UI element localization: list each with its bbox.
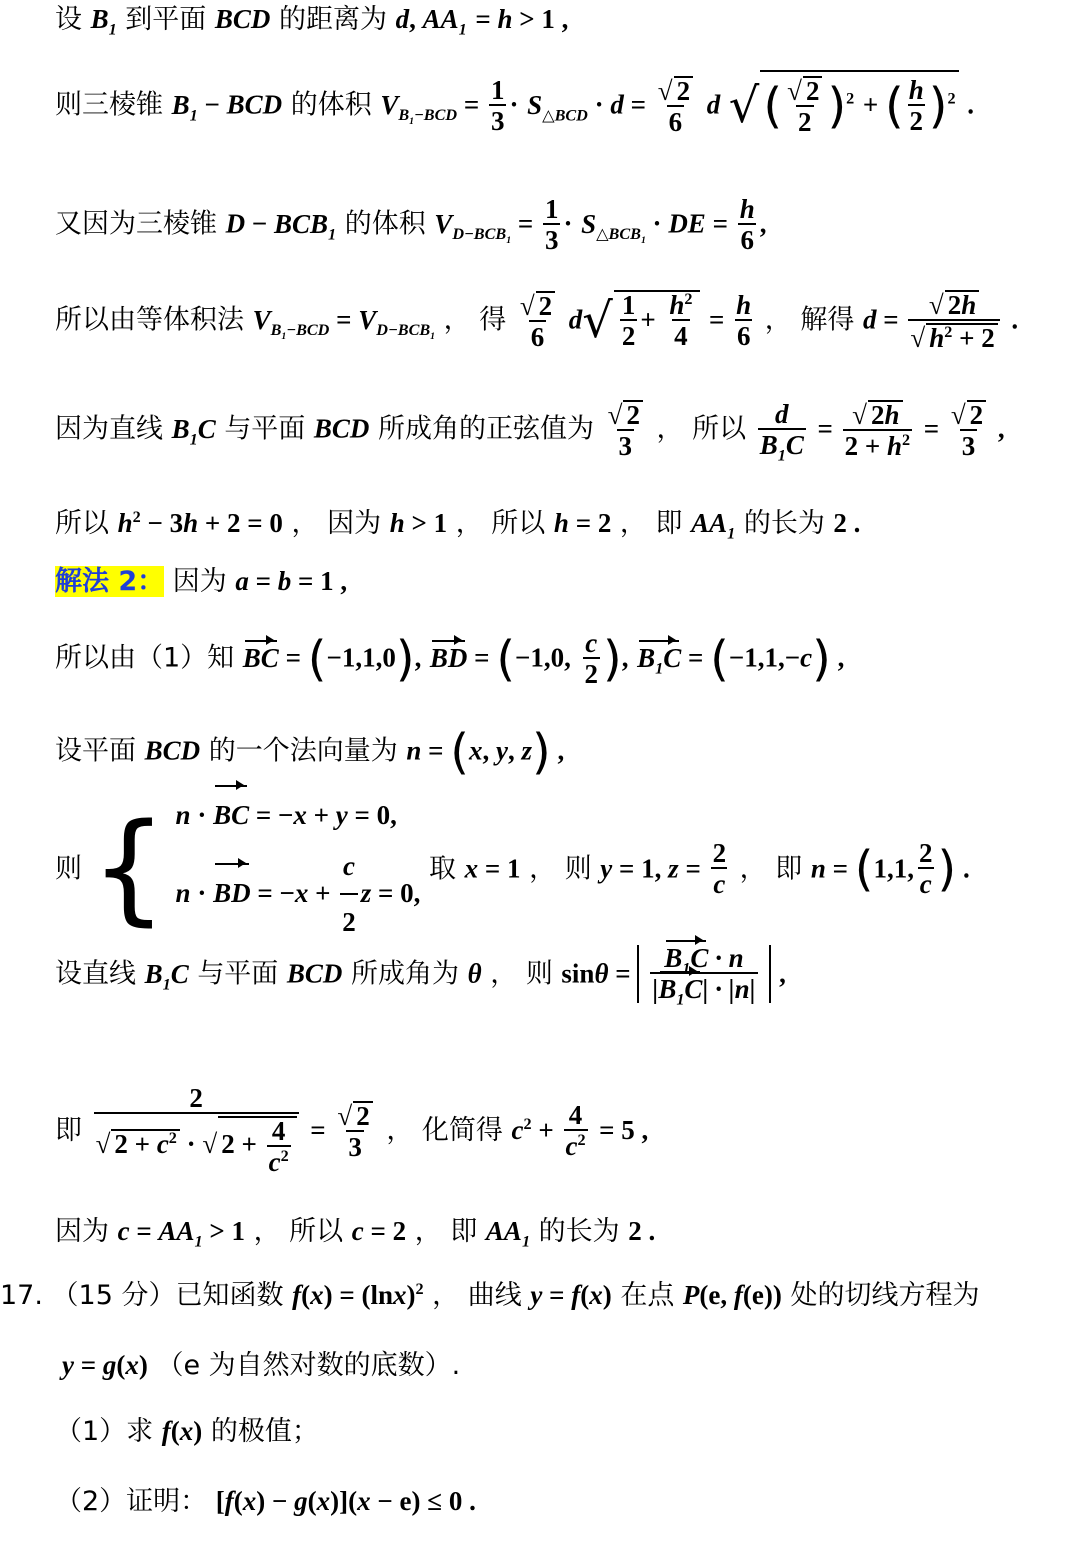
line-13: 因为 $c = AA_1 > 1$ ， 所以 c = 2 ， 即 $AA_1$ 的长为 2 . [55, 1216, 656, 1251]
line-4: 所以由等体积法 $V_{B_1-BCD} = V_{D-BCB_1}$ ， 得 $\frac{√ 2}{6}$ d√ $\frac{1}{2}$ + $\frac{h^2}{4}$ = $\frac{h}{6}$ ， 解得 d = $\frac{√ 2h}{√ h^2 + 2}$ . [55, 290, 1019, 353]
line-12: 即 2 √ $2 + c^2$ · √ 2 + $\frac{4}{c^2}$ = $\frac{√ 2}{3}$ ， 化简得 $c^2$ + $\frac{4}{c^2}$ = 5 , [55, 1083, 649, 1177]
question-17-part-1: （1）求 f(x) 的极值； [55, 1416, 319, 1447]
question-17-line-2: y = g(x) （e 为自然对数的底数）. [62, 1350, 461, 1381]
line-5: 因为直线 $B_1C$ 与平面 BCD 所成角的正弦值为 $\frac{√ 2}{3}$ ， 所以 $\frac{d}{B_1C}$ = $\frac{√ 2h}{2 + h^2}$ = $\frac{√ 2}{3}$ , [55, 399, 1005, 465]
line-8: 所以由（1）知 BC = (−1,1,0), BD = (−1,0, $\frac{c}{2}$ ), $B_1C = (-1,1,-c)$ , [55, 628, 845, 689]
line-7: 解法 2： 因为 a = b = 1 , [55, 566, 348, 597]
method-2-label: 解法 2： [55, 566, 165, 597]
line-2: 则三棱锥 $B_1$ − BCD 的体积 $V_{B_1-BCD}$ = $\frac{1}{3}$ · $S_{\triangle BCD} \cdot d$ = $\frac{√ 2}{6}$ d √( $\frac{√ 2}{2}$ )$^2$ + ( $\frac{h}{2}$ )$^2$ . [55, 70, 974, 136]
line-6: 所以 $h^2 - 3h + 2 = 0$ ， 因为 h > 1 ， 所以 h = 2 ， 即 $AA_1$ 的长为 2 . [55, 508, 861, 543]
line-1: 设 $B_1$ 到平面 BCD 的距离为 d, $AA_1 = h > 1$ , [55, 4, 569, 39]
question-17-part-2: （2）证明： [f(x) − g(x)](x − e) ≤ 0 . [55, 1486, 476, 1517]
line-11: 设直线 $B_1C$ 与平面 BCD 所成角为 θ ， 则 sinθ = $\frac{B_1C \cdot n}{|B_1C| \cdot |n|}$ , [55, 943, 786, 1009]
line-10-system: 则 { n · BC = −x + y = 0, n · BD = −x + $\frac{c}{2}$ z = 0, 取 x = 1 ， 则 y = 1, z = $\frac{2}{c}$ ， 即 n = (1,1, $\frac{2}{c}$ ) . [55, 790, 970, 948]
question-17: 17. （15 分）已知函数 $f(x) = (\ln x)^2$ ， 曲线 y = f(x) 在点 P(e, f(e)) 处的切线方程为 [0, 1280, 980, 1311]
line-9: 设平面 BCD 的一个法向量为 n = (x, y, z) , [55, 724, 565, 780]
line-3: 又因为三棱锥 $D - BCB_1$ 的体积 $V_{D-BCB_1}$ = $\frac{1}{3}$ · $S_{\triangle BCB_1}$ · DE = $\frac{h}{6}$ , [55, 194, 767, 255]
